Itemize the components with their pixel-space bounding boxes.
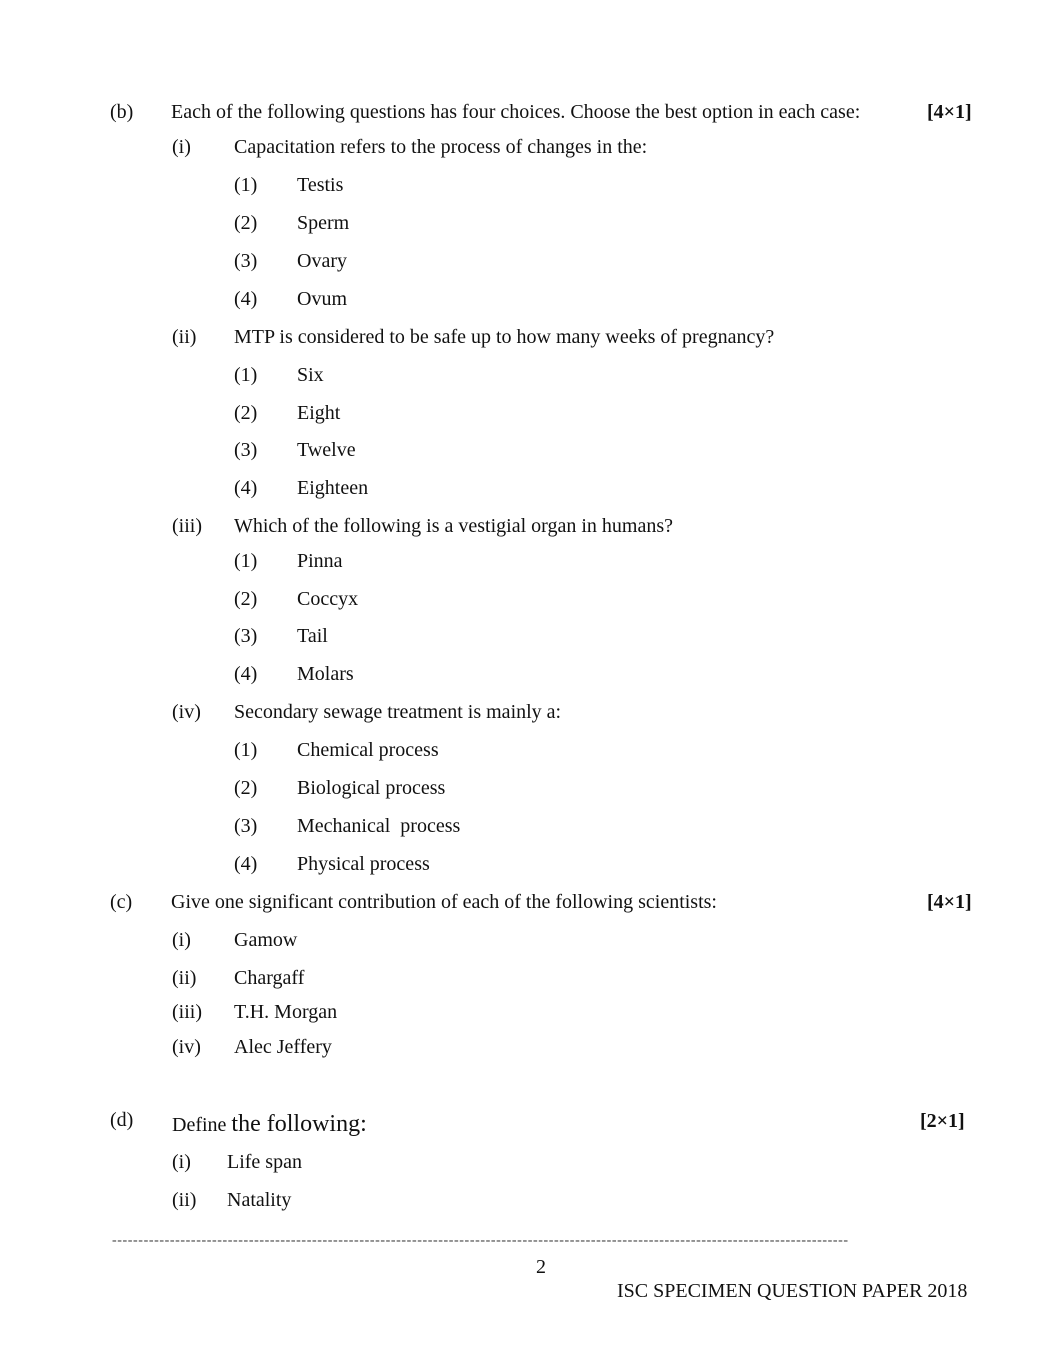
section-b-label: (b) — [110, 101, 134, 123]
scientist-name: Gamow — [234, 929, 298, 951]
option-number: (3) — [234, 625, 258, 647]
section-d-instruction — [172, 1108, 367, 1141]
scientist-name: T.H. Morgan — [234, 1001, 338, 1023]
option-number: (1) — [234, 364, 258, 386]
section-d-instruction-small: Define — [172, 1114, 227, 1136]
item-number: (ii) — [172, 967, 197, 989]
option-text: Physical process — [297, 853, 430, 875]
option-text: Eighteen — [297, 477, 369, 499]
page-number: 2 — [536, 1256, 546, 1278]
item-number: (iv) — [172, 1036, 201, 1058]
item-number: (i) — [172, 929, 191, 951]
section-d-marks: [2×1] — [920, 1110, 965, 1132]
option-text: Molars — [297, 663, 354, 685]
option-number: (3) — [234, 815, 258, 837]
option-number: (4) — [234, 288, 258, 310]
option-number: (3) — [234, 439, 258, 461]
term-text: Natality — [227, 1189, 292, 1211]
item-number: (iii) — [172, 1001, 202, 1023]
option-text: Twelve — [297, 439, 356, 461]
option-number: (2) — [234, 588, 258, 610]
option-text: Biological process — [297, 777, 446, 799]
option-text: Six — [297, 364, 324, 386]
option-text: Ovum — [297, 288, 347, 310]
item-number: (ii) — [172, 1189, 197, 1211]
option-text: Coccyx — [297, 588, 359, 610]
question-text: Secondary sewage treatment is mainly a: — [234, 701, 562, 723]
option-number: (2) — [234, 402, 258, 424]
option-number: (2) — [234, 212, 258, 234]
option-text: Eight — [297, 402, 341, 424]
section-b-marks: [4×1] — [927, 101, 972, 123]
option-number: (2) — [234, 777, 258, 799]
question-text: Which of the following is a vestigial organ in humans? — [234, 515, 673, 537]
question-number: (ii) — [172, 326, 197, 348]
paper-title: ISC SPECIMEN QUESTION PAPER 2018 — [617, 1280, 968, 1302]
section-d-label: (d) — [110, 1109, 134, 1131]
item-number: (i) — [172, 1151, 191, 1173]
section-c-marks: [4×1] — [927, 891, 972, 913]
question-text: MTP is considered to be safe up to how many weeks of pregnancy? — [234, 326, 775, 348]
option-number: (4) — [234, 663, 258, 685]
option-number: (3) — [234, 250, 258, 272]
option-text: Chemical process — [297, 739, 439, 761]
option-number: (4) — [234, 853, 258, 875]
option-text: Mechanical process — [297, 815, 461, 837]
option-text: Testis — [297, 174, 344, 196]
option-number: (1) — [234, 739, 258, 761]
option-text: Sperm — [297, 212, 350, 234]
scientist-name: Chargaff — [234, 967, 305, 989]
section-d-instruction-large: the following: — [231, 1111, 367, 1137]
section-c-label: (c) — [110, 891, 133, 913]
option-number: (1) — [234, 174, 258, 196]
section-b-instruction: Each of the following questions has four choices. Choose the best option in each case: — [171, 101, 861, 123]
scientist-name: Alec Jeffery — [234, 1036, 332, 1058]
question-number: (iii) — [172, 515, 202, 537]
option-number: (1) — [234, 550, 258, 572]
section-c-instruction: Give one significant contribution of each of the following scientists: — [171, 891, 717, 913]
option-text: Tail — [297, 625, 328, 647]
question-text: Capacitation refers to the process of changes in the: — [234, 136, 648, 158]
footer-dashed-rule: -------------------------------------------------------------------------------------------------------------------------------------------- — [112, 1233, 849, 1248]
option-number: (4) — [234, 477, 258, 499]
term-text: Life span — [227, 1151, 302, 1173]
question-number: (i) — [172, 136, 191, 158]
option-text: Ovary — [297, 250, 347, 272]
question-number: (iv) — [172, 701, 201, 723]
option-text: Pinna — [297, 550, 343, 572]
